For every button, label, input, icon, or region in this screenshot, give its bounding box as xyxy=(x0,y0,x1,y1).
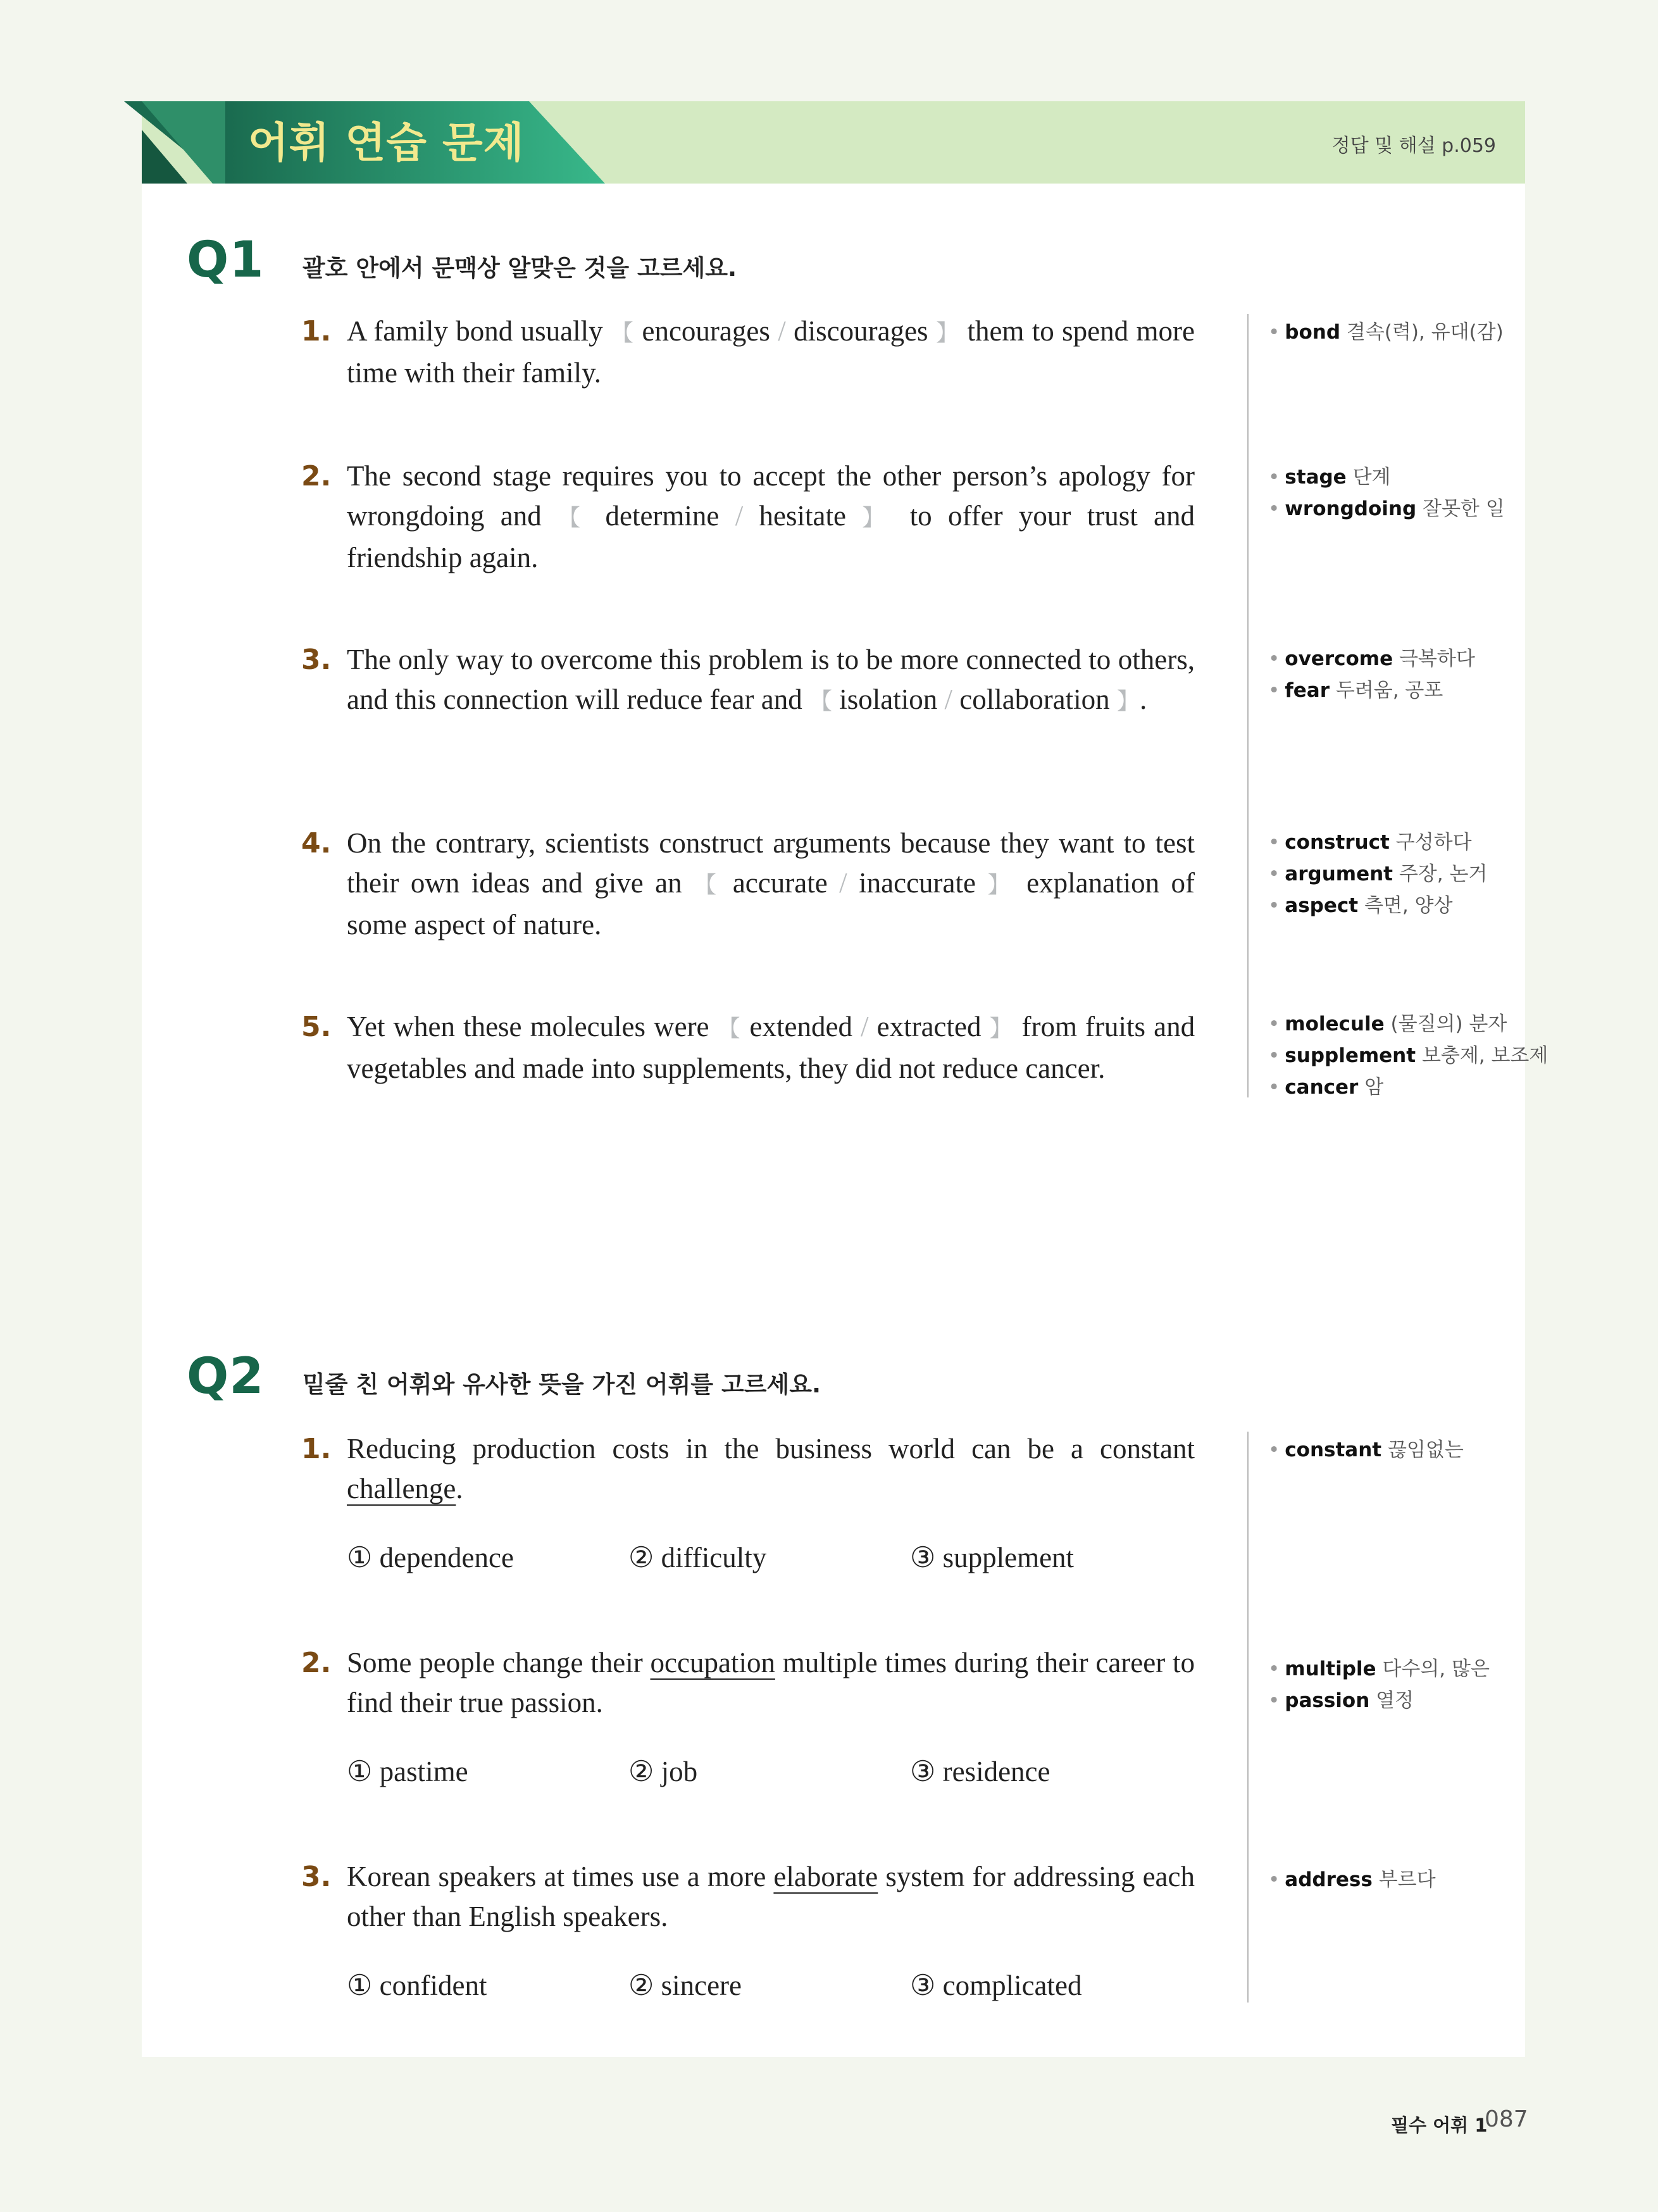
question-instruction-q2: 밑줄 친 어휘와 유사한 뜻을 가진 어휘를 고르세요. xyxy=(302,1371,821,1398)
vocab-list: • overcome 극복하다 • fear 두려움, 공포 xyxy=(1268,647,1475,702)
section-title: 어휘 연습 문제 xyxy=(248,118,525,167)
item-number: 2. xyxy=(301,460,332,492)
vocab-list: • bond 결속(력), 유대(감) xyxy=(1268,321,1504,344)
item-sentence: Reducing production costs in the business world can be a constant challenge. xyxy=(347,1433,1195,1504)
option-2[interactable]: hesitate xyxy=(759,500,846,532)
answer-reference: 정답 및 해설 p.059 xyxy=(1331,135,1496,157)
item-number: 1. xyxy=(301,1433,332,1465)
item-number: 2. xyxy=(301,1647,332,1679)
choice-3[interactable]: ③ residence xyxy=(910,1756,1050,1787)
question-label-q1: Q1 xyxy=(187,232,265,289)
item-sentence: On the contrary, scientists construct arguments because they want to test their own ideas and give an 【 accurate / inaccurate 】 explanation of some aspect of nature. xyxy=(347,827,1195,940)
vocab-list: • construct 구성하다 • argument 주장, 논거 • aspect 측면, 양상 xyxy=(1268,831,1488,917)
vocab-list: • constant 끊임없는 xyxy=(1268,1439,1464,1461)
item-sentence: Some people change their occupation multiple times during their career to find their true passion. xyxy=(347,1647,1195,1718)
choice-2[interactable]: ② sincere xyxy=(628,1970,742,2001)
choice-1[interactable]: ① pastime xyxy=(347,1756,468,1787)
underlined-word: occupation xyxy=(650,1647,775,1678)
item-sentence: A family bond usually 【 encourages / discourages 】 them to spend more time with their family. xyxy=(347,315,1195,389)
vocab-list: • address 부르다 xyxy=(1268,1868,1436,1891)
choice-1[interactable]: ① confident xyxy=(347,1970,487,2001)
item-number: 3. xyxy=(301,644,332,676)
option-2[interactable]: collaboration xyxy=(959,684,1110,715)
item-number: 4. xyxy=(301,827,332,859)
option-1[interactable]: determine xyxy=(605,500,720,532)
item-number: 3. xyxy=(301,1861,332,1893)
option-2[interactable]: discourages xyxy=(794,315,928,347)
choice-3[interactable]: ③ supplement xyxy=(910,1542,1075,1573)
page-number: 087 xyxy=(1485,2106,1528,2132)
option-1[interactable]: encourages xyxy=(642,315,770,347)
vocab-divider-q1 xyxy=(1247,314,1249,1097)
question-instruction-q1: 괄호 안에서 문맥상 알맞은 것을 고르세요. xyxy=(302,254,737,282)
item-sentence: The second stage requires you to accept the other person’s apology for wrongdoing and 【 determine / hesitate 】 to offer your trust and friendship again. xyxy=(347,460,1195,573)
option-2[interactable]: extracted xyxy=(876,1011,982,1042)
vocab-list: • stage 단계 • wrongdoing 잘못한 일 xyxy=(1268,466,1505,520)
choice-2[interactable]: ② difficulty xyxy=(628,1542,767,1573)
option-1[interactable]: accurate xyxy=(732,867,828,899)
vocab-list: • multiple 다수의, 많은 • passion 열정 xyxy=(1268,1658,1490,1712)
choice-3[interactable]: ③ complicated xyxy=(910,1970,1082,2001)
underlined-word: challenge xyxy=(347,1473,456,1504)
choice-2[interactable]: ② job xyxy=(628,1756,698,1787)
underlined-word: elaborate xyxy=(773,1861,878,1892)
option-2[interactable]: inaccurate xyxy=(859,867,976,899)
item-sentence: Korean speakers at times use a more elaborate system for addressing each other than English speakers. xyxy=(347,1861,1195,1932)
question-label-q2: Q2 xyxy=(187,1348,265,1405)
vocab-list: • molecule (물질의) 분자 • supplement 보충제, 보조제 • cancer 암 xyxy=(1268,1013,1549,1099)
option-1[interactable]: isolation xyxy=(839,684,938,715)
vocab-divider-q2 xyxy=(1247,1432,1249,2003)
item-number: 5. xyxy=(301,1011,332,1043)
item-sentence: Yet when these molecules were 【 extended / extracted 】 from fruits and vegetables and made into supplements, they did not reduce cancer. xyxy=(347,1011,1195,1084)
option-1[interactable]: extended xyxy=(749,1011,852,1042)
footer-section-label: 필수 어휘 1 xyxy=(1391,2115,1488,2136)
item-number: 1. xyxy=(301,315,332,347)
choice-1[interactable]: ① dependence xyxy=(347,1542,514,1573)
item-sentence: The only way to overcome this problem is to be more connected to others, and this connection will reduce fear and 【 isolation / collaboration 】. xyxy=(347,644,1195,715)
